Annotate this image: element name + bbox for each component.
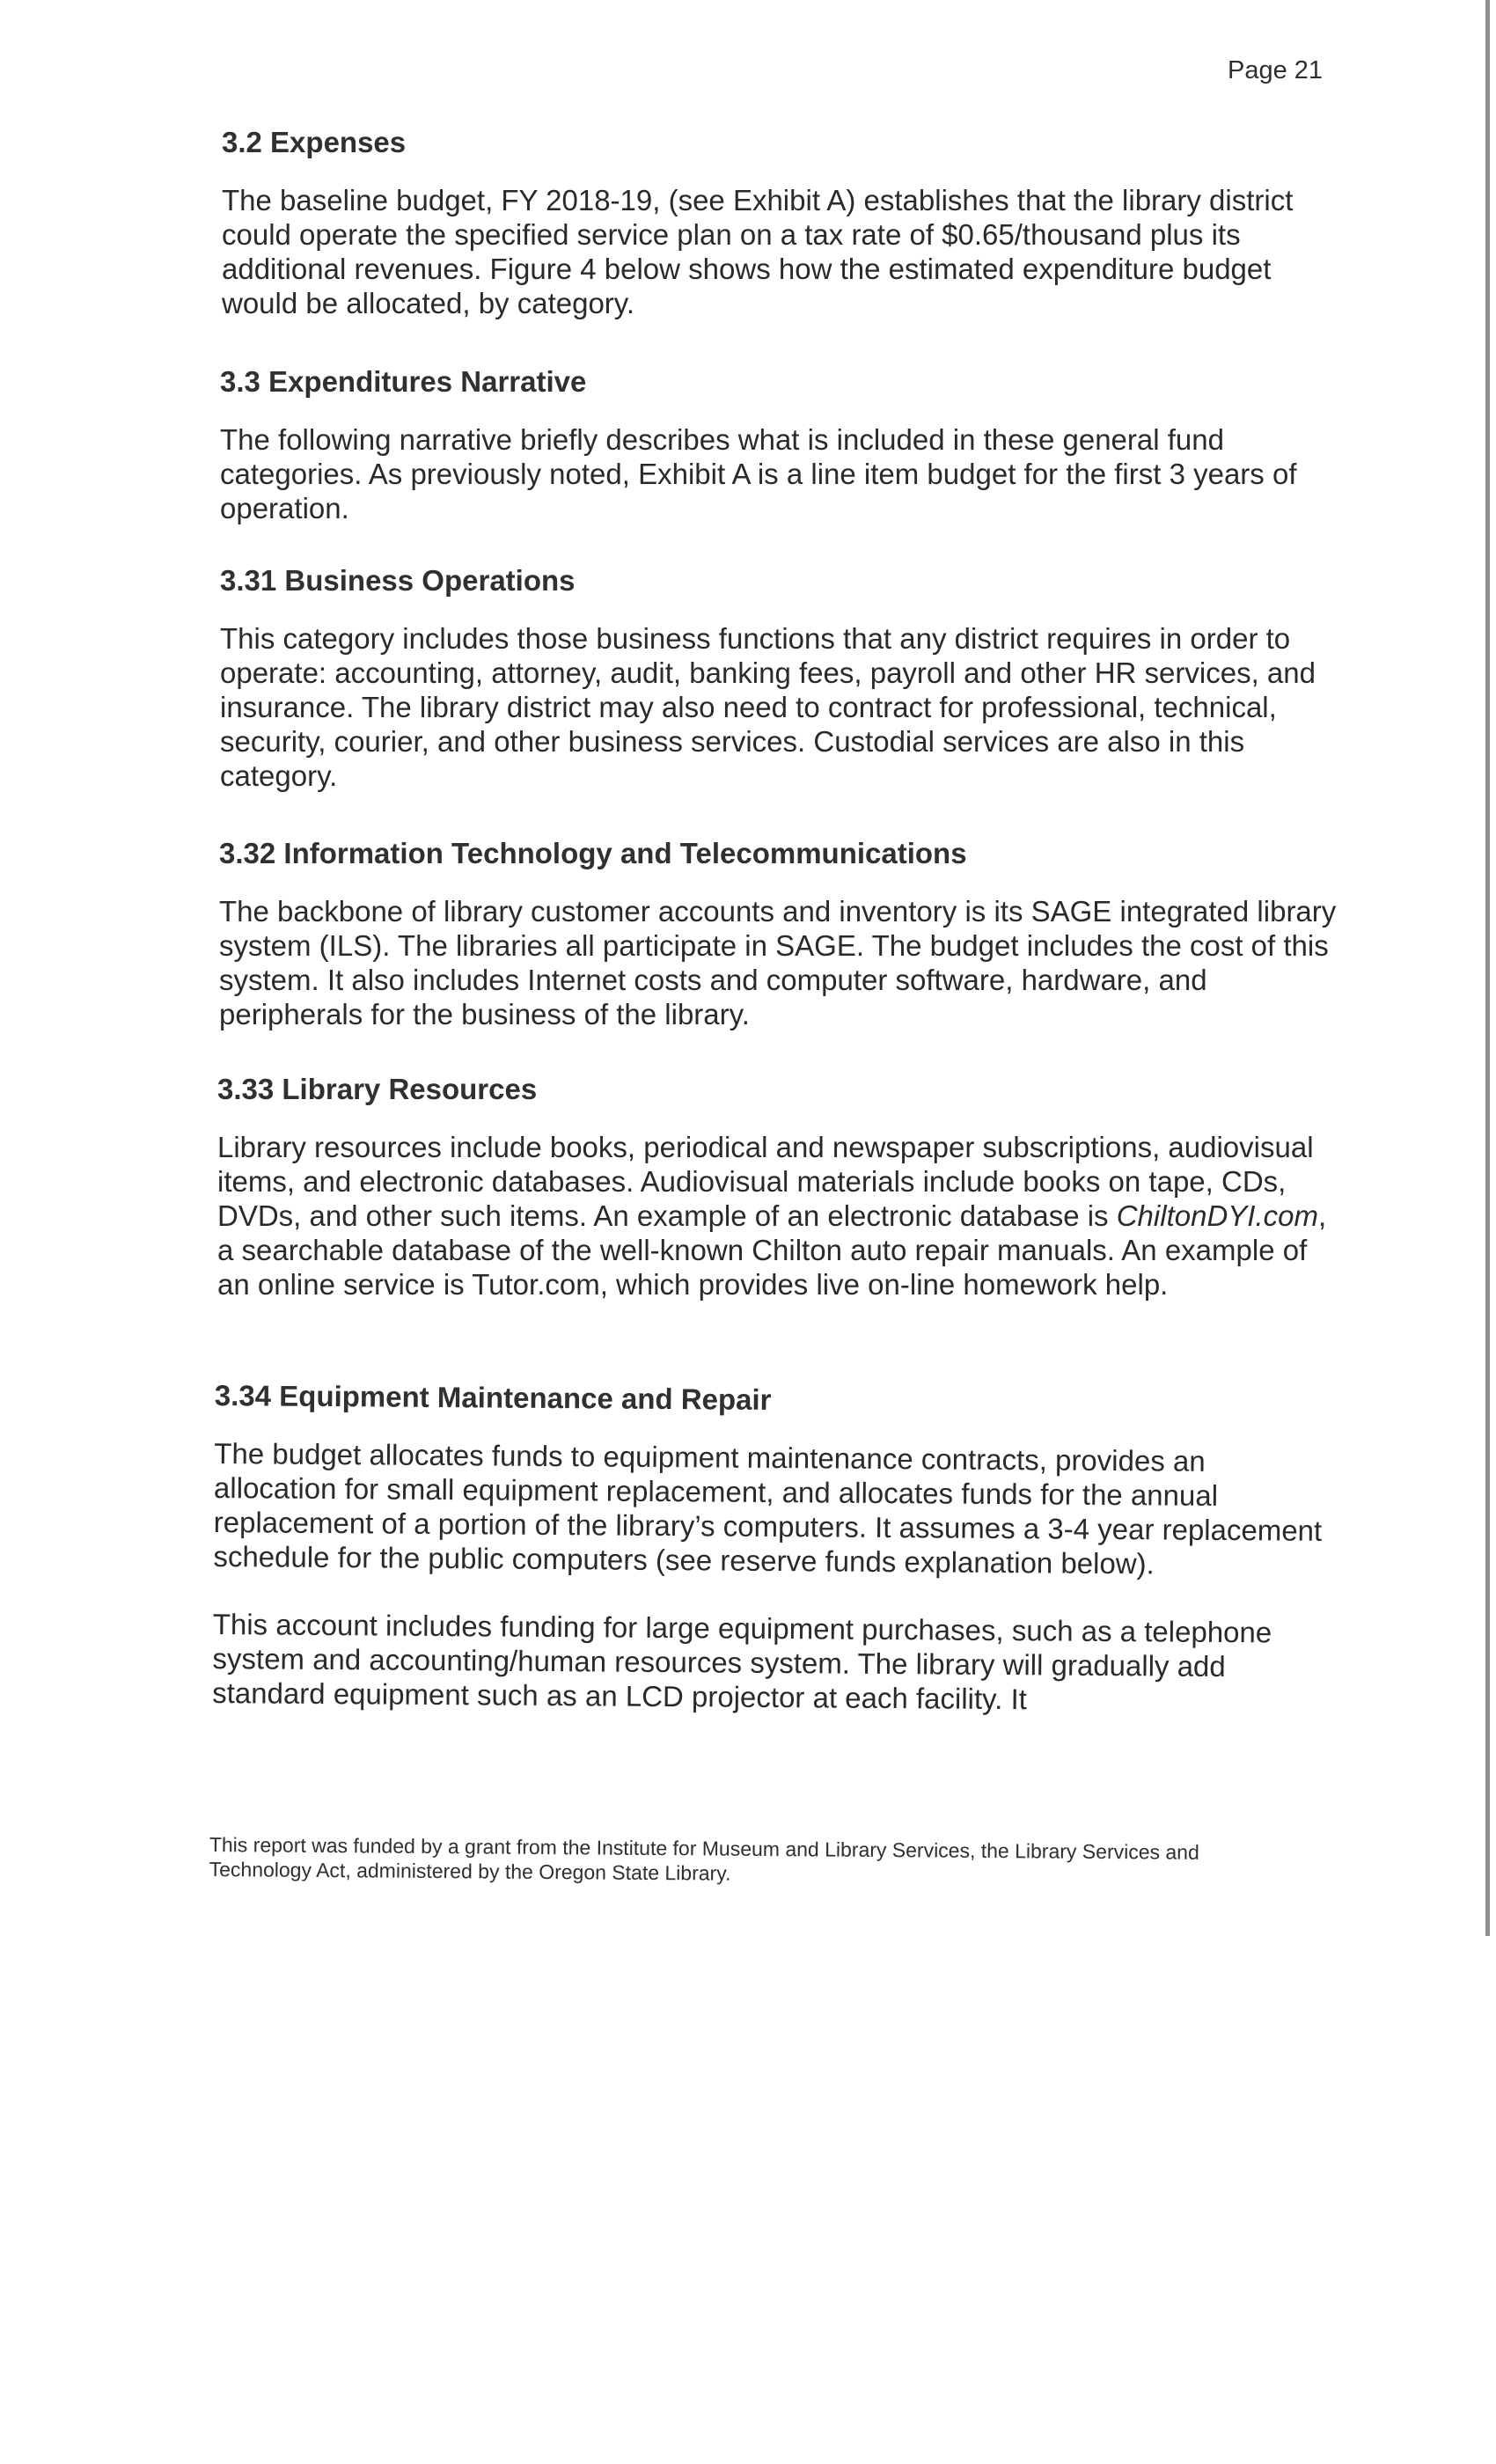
section-heading: 3.2 Expenses: [222, 126, 407, 158]
body-text-start: Library resources include books, periodical and newspaper subscriptions, audiovisual items, and electronic databases. Audiovisual materials include books on tape, CDs, DVDs, and other such items. An example of an electronic database is: [217, 1130, 1314, 1232]
section-expenses: [222, 125, 1331, 320]
body-text-end: , a searchable database of the well-known Chilton auto repair manuals. An example of an online service is Tutor.com, which provides live on-line homework help.: [217, 1199, 1327, 1301]
section-equipment-maintenance: [212, 1378, 1328, 1719]
section-heading: 3.32 Information Technology and Telecommunications: [219, 837, 967, 869]
section-body: The backbone of library customer accounts and inventory is its SAGE integrated library system (ILS). The libraries all participate in SAGE. The budget includes the cost of this system. It also includes Internet costs and computer software, hardware, and peripherals for the business of the library.: [219, 894, 1337, 1030]
section-body: The following narrative briefly describes what is included in these general fund categories. As previously noted, Exhibit A is a line item budget for the first 3 years of operation.: [220, 422, 1297, 524]
section-heading: 3.31 Business Operations: [220, 564, 576, 597]
section-library-resources: [217, 1072, 1335, 1302]
section-body-continued: This account includes funding for large equipment purchases, such as a telephone system and accounting/human resources system. The library will gradually add standard equipment such as an LCD projector at each facility. It: [212, 1607, 1272, 1715]
page-number: Page 21: [1228, 56, 1324, 84]
section-expenditures-narrative: [220, 364, 1329, 525]
scan-edge-border: [1485, 0, 1490, 1936]
funding-footnote: This report was funded by a grant from the Institute for Museum and Library Services, the Library Services and Technology Act, administered by the Oregon State Library.: [209, 1833, 1199, 1885]
section-heading: 3.34 Equipment Maintenance and Repair: [214, 1379, 772, 1416]
section-information-technology: [219, 836, 1337, 1031]
section-body: [217, 1130, 1335, 1302]
section-business-operations: [220, 563, 1329, 793]
section-heading: 3.3 Expenditures Narrative: [220, 365, 587, 398]
database-name: ChiltonDYI.com: [1116, 1199, 1318, 1232]
section-body: The budget allocates funds to equipment maintenance contracts, provides an allocation for small equipment replacement, and allocates funds for the annual replacement of a portion of the library’s computers. It assumes a 3-4 year replacement schedule for the public computers (see reserve funds explanation below).: [213, 1436, 1323, 1580]
section-body: This category includes those business functions that any district requires in order to operate: accounting, attorney, audit, banking fees, payroll and other HR services, and insurance. The library district may also need to contract for professional, technical, security, courier, and other business services. Custodial services are also in this category.: [220, 621, 1316, 792]
section-body: The baseline budget, FY 2018-19, (see Exhibit A) establishes that the library district could operate the specified service plan on a tax rate of $0.65/thousand plus its additional revenues. Figure 4 below shows how the estimated expenditure budget would be allocated, by category.: [222, 183, 1294, 319]
section-heading: 3.33 Library Resources: [217, 1073, 538, 1105]
